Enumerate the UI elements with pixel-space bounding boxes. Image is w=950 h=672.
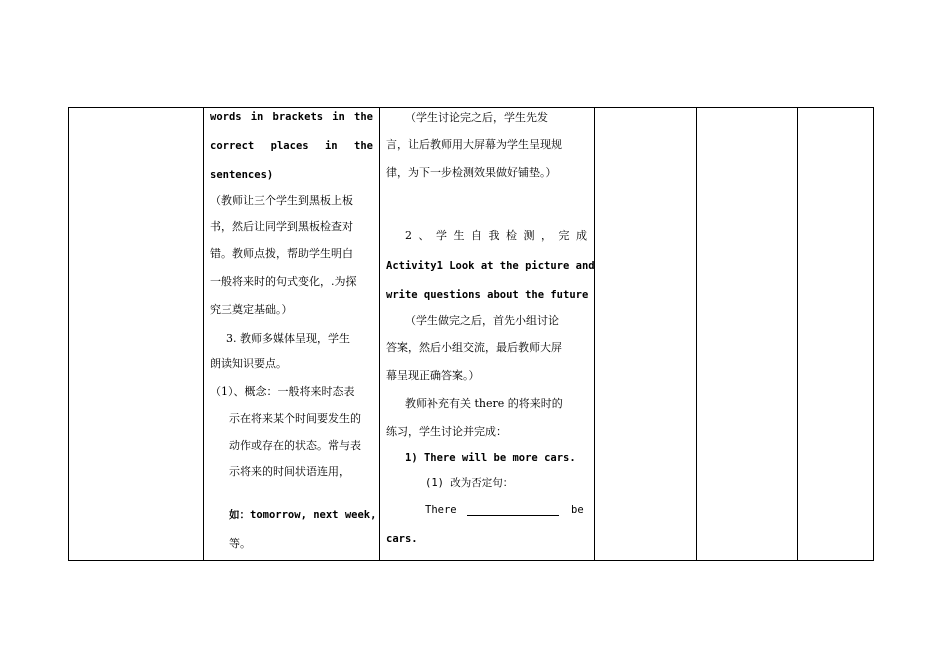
text-line: cars. [386, 533, 418, 545]
text-line: 教师补充有关 there 的将来时的 [405, 397, 563, 410]
text-line: 一般将来时的句式变化，.为探 [210, 275, 357, 288]
word: in [250, 111, 264, 123]
text-line: Activity1 Look at the picture and [386, 260, 595, 272]
text-line: There [425, 504, 457, 516]
cell-student-activity [379, 108, 594, 560]
text-line: 1) There will be more cars. [405, 452, 576, 464]
word: 、 [418, 229, 430, 242]
text-line: 动作或存在的状态。常与表 [229, 439, 361, 452]
word: places [270, 140, 309, 152]
word: ， [541, 229, 552, 242]
text-line [210, 139, 373, 153]
cell-col5 [696, 108, 797, 560]
text-line: 书，然后让同学到黑板检查对 [210, 220, 353, 233]
word: in [324, 140, 338, 152]
text-line: （1）、概念：一般将来时态表 [210, 385, 355, 398]
word: 2 [405, 229, 412, 242]
word: 完 [558, 229, 570, 242]
lesson-table [68, 107, 874, 561]
text-line: 示将来的时间状语连用， [229, 465, 350, 478]
word: words [210, 111, 242, 123]
text-line [210, 110, 373, 124]
word: in [332, 111, 345, 123]
text-line: 等。 [229, 537, 251, 550]
text-line: 示在将来某个时间要发生的 [229, 412, 361, 425]
word: the [354, 140, 373, 152]
word: 检 [506, 229, 517, 242]
text-line: 究三奠定基础。） [210, 303, 293, 316]
cell-col4 [594, 108, 696, 560]
text-line: write questions about the future [386, 289, 589, 301]
text-line: （教师让三个学生到黑板上板 [210, 194, 353, 207]
cell-col1 [69, 108, 203, 560]
text-line: 错。教师点拨，帮助学生明白 [210, 247, 353, 260]
text-line: (1) 改为否定句： [425, 477, 514, 489]
word: 生 [453, 229, 465, 242]
word: brackets [272, 111, 324, 123]
word: correct [210, 140, 255, 152]
text-line: 3. 教师多媒体呈现，学生 [226, 332, 350, 345]
text-line: （学生做完之后，首先小组讨论 [405, 314, 559, 327]
text-line: 练习，学生讨论并完成： [386, 425, 507, 438]
word: 自 [471, 229, 482, 242]
word: 成 [576, 229, 587, 242]
word: the [354, 111, 373, 123]
text-line: 答案，然后小组交流，最后教师大屏 [386, 341, 562, 354]
text-line: 律，为下一步检测效果做好铺垫。） [386, 166, 557, 179]
word: 测 [523, 229, 535, 242]
text-line: 如：tomorrow, next week, [229, 509, 377, 521]
text-line: sentences) [210, 169, 274, 181]
text-line [405, 229, 587, 243]
text-line: （学生讨论完之后，学生先发 [405, 111, 548, 124]
word: 学 [436, 229, 447, 242]
cell-teacher-activity [203, 108, 379, 560]
text-line: 朗读知识要点。 [210, 357, 287, 370]
cell-col6 [797, 108, 873, 560]
answer-blank [467, 514, 559, 516]
word: 我 [488, 229, 500, 242]
text-line: be [571, 504, 584, 516]
text-line: 言，让后教师用大屏幕为学生呈现规 [386, 138, 562, 151]
text-line: 幕呈现正确答案。） [386, 369, 480, 382]
